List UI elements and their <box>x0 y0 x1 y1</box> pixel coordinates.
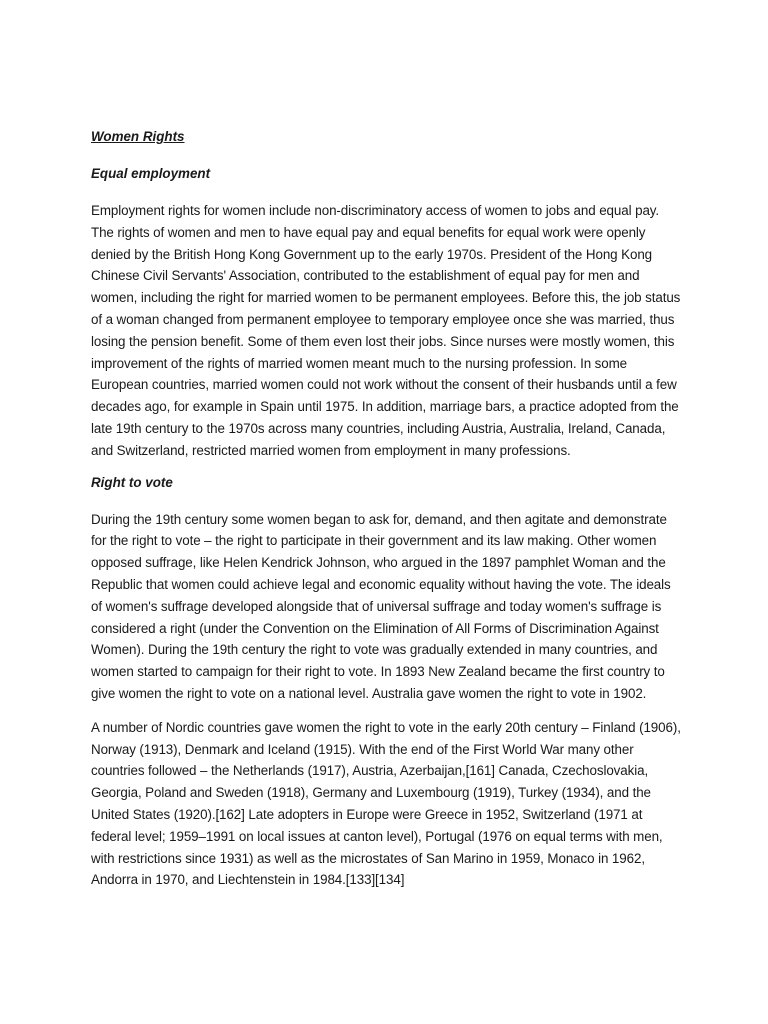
document-page <box>91 128 685 903</box>
section-heading-equal-employment: Equal employment <box>91 166 211 181</box>
paragraph-equal-employment: Employment rights for women include non-discriminatory access of women to jobs and equal pay. The rights of women and men to have equal pay and equal benefits for equal work were openly denied by the British Hong Kong Government up to the early 1970s. President of the Hong Kong Chinese Civil Servants' Association, contributed to the establishment of equal pay for men and women, including the right for married women to be permanent employees. Before this, the job status of a woman changed from permanent employee to temporary employee once she was married, thus losing the pension benefit. Some of them even lost their jobs. Since nurses were mostly women, this improvement of the rights of married women meant much to the nursing profession. In some European countries, married women could not work without the consent of their husbands until a few decades ago, for example in Spain until 1975. In addition, marriage bars, a practice adopted from the late 19th century to the 1970s across many countries, including Austria, Australia, Ireland, Canada, and Switzerland, restricted married women from employment in many professions. <box>91 203 681 458</box>
paragraph-right-to-vote-1: During the 19th century some women began to ask for, demand, and then agitate and demonstrate for the right to vote – the right to participate in their government and its law making. Other women opposed suffrage, like Helen Kendrick Johnson, who argued in the 1897 pamphlet Woman and the Republic that women could achieve legal and economic equality without having the vote. The ideals of women's suffrage developed alongside that of universal suffrage and today women's suffrage is considered a right (under the Convention on the Elimination of All Forms of Discrimination Against Women). During the 19th century the right to vote was gradually extended in many countries, and women started to campaign for their right to vote. In 1893 New Zealand became the first country to give women the right to vote on a national level. Australia gave women the right to vote in 1902. <box>91 511 671 701</box>
section-heading-right-to-vote: Right to vote <box>91 474 173 490</box>
document-title: Women Rights <box>91 129 185 144</box>
paragraph-right-to-vote-2: A number of Nordic countries gave women the right to vote in the early 20th century – Finland (1906), Norway (1913), Denmark and Iceland (1915). With the end of the First World War many other countries followed – the Netherlands (1917), Austria, Azerbaijan,[161] Canada, Czechoslovakia, Georgia, Poland and Sweden (1918), Germany and Luxembourg (1919), Turkey (1934), and the United States (1920).[162] Late adopters in Europe were Greece in 1952, Switzerland (1971 at federal level; 1959–1991 on local issues at canton level), Portugal (1976 on equal terms with men, with restrictions since 1931) as well as the microstates of San Marino in 1959, Monaco in 1962, Andorra in 1970, and Liechtenstein in 1984.[133][134] <box>91 719 681 888</box>
